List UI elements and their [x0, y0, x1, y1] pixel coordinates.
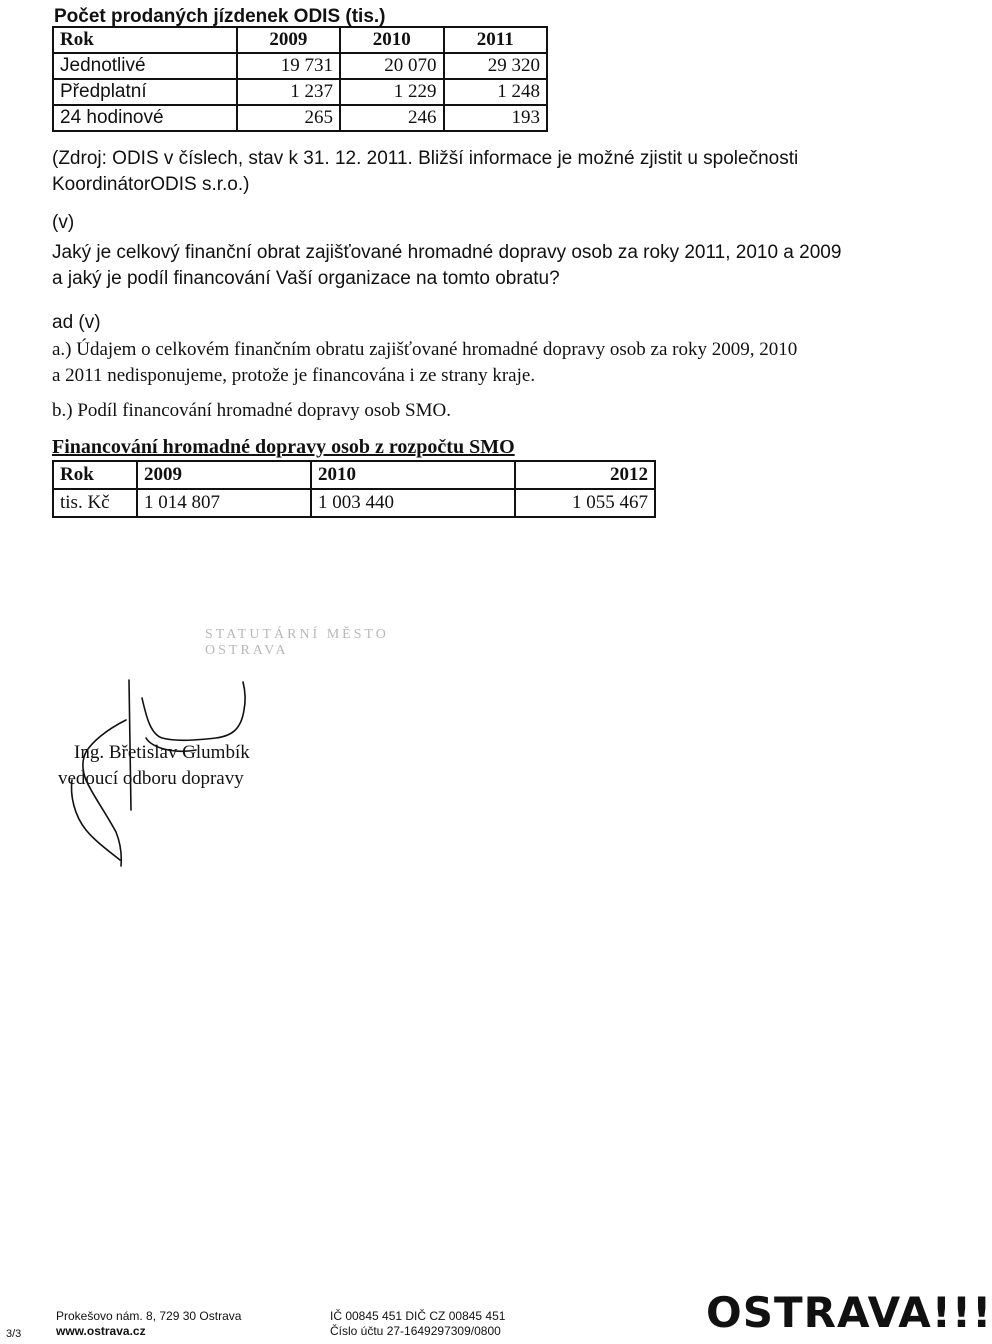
row-label: 24 hodinové — [53, 105, 237, 131]
header-cell: 2010 — [340, 27, 443, 53]
row-label: Jednotlivé — [53, 53, 237, 79]
question-marker: (v) — [52, 212, 75, 233]
footer-web: www.ostrava.cz — [56, 1324, 146, 1338]
table-row — [53, 105, 547, 131]
table-header-row — [53, 461, 655, 489]
ostrava-logo: OSTRAVA!!! — [706, 1288, 992, 1337]
header-cell: Rok — [53, 461, 137, 489]
faded-stamp: STATUTÁRNÍ MĚSTO OSTRAVA — [205, 627, 389, 658]
signatory-role: vedoucí odboru dopravy — [58, 768, 244, 789]
answer-a-line1: a.) Údajem o celkovém finančním obratu zajišťované hromadné dopravy osob za roky 2009, 2010 — [52, 339, 798, 360]
header-cell: 2011 — [444, 27, 547, 53]
table-cell: 1 248 — [444, 79, 547, 105]
signatory-name: Ing. Břetislav Glumbík — [74, 742, 250, 763]
footer-address: Prokešovo nám. 8, 729 30 Ostrava — [56, 1309, 242, 1323]
table2-title: Financování hromadné dopravy osob z rozpočtu SMO — [52, 436, 515, 458]
page-number: 3/3 — [6, 1328, 22, 1340]
footer-ic-dic: IČ 00845 451 DIČ CZ 00845 451 — [330, 1309, 506, 1323]
header-cell: 2009 — [237, 27, 340, 53]
footer-ids-block — [330, 1309, 505, 1339]
header-cell: Rok — [53, 27, 237, 53]
table-row — [53, 79, 547, 105]
question-line2: a jaký je podíl financování Vaší organizace na tomto obratu? — [52, 268, 560, 289]
header-cell: 2010 — [311, 461, 515, 489]
answer-a-line2: a 2011 nedisponujeme, protože je financována i ze strany kraje. — [52, 365, 536, 386]
table-cell: 1 055 467 — [515, 489, 655, 517]
header-cell: 2012 — [515, 461, 655, 489]
table-header-row — [53, 27, 547, 53]
table-cell: 20 070 — [340, 53, 443, 79]
table-cell: 246 — [340, 105, 443, 131]
footer-address-block — [56, 1309, 241, 1339]
table-cell: 193 — [444, 105, 547, 131]
source-note-line1: (Zdroj: ODIS v číslech, stav k 31. 12. 2011. Bližší informace je možné zjistit u společnosti — [52, 148, 799, 169]
table1-title: Počet prodaných jízdenek ODIS (tis.) — [54, 6, 386, 27]
answer-b: b.) Podíl financování hromadné dopravy osob SMO. — [52, 400, 451, 421]
footer-account: Číslo účtu 27-1649297309/0800 — [330, 1324, 501, 1338]
row-label: Předplatní — [53, 79, 237, 105]
table-cell: 1 003 440 — [311, 489, 515, 517]
answer-marker: ad (v) — [52, 312, 101, 333]
table-cell: 265 — [237, 105, 340, 131]
funding-table — [52, 460, 656, 518]
table-cell: 1 229 — [340, 79, 443, 105]
row-label: tis. Kč — [53, 489, 137, 517]
table-cell: 29 320 — [444, 53, 547, 79]
question-line1: Jaký je celkový finanční obrat zajišťované hromadné dopravy osob za roky 2011, 2010 a 2009 — [52, 242, 842, 263]
table-cell: 1 237 — [237, 79, 340, 105]
table-cell: 19 731 — [237, 53, 340, 79]
tickets-table — [52, 26, 548, 132]
table-cell: 1 014 807 — [137, 489, 311, 517]
table-row — [53, 53, 547, 79]
source-note-line2: KoordinátorODIS s.r.o.) — [52, 174, 250, 195]
header-cell: 2009 — [137, 461, 311, 489]
table-row — [53, 489, 655, 517]
